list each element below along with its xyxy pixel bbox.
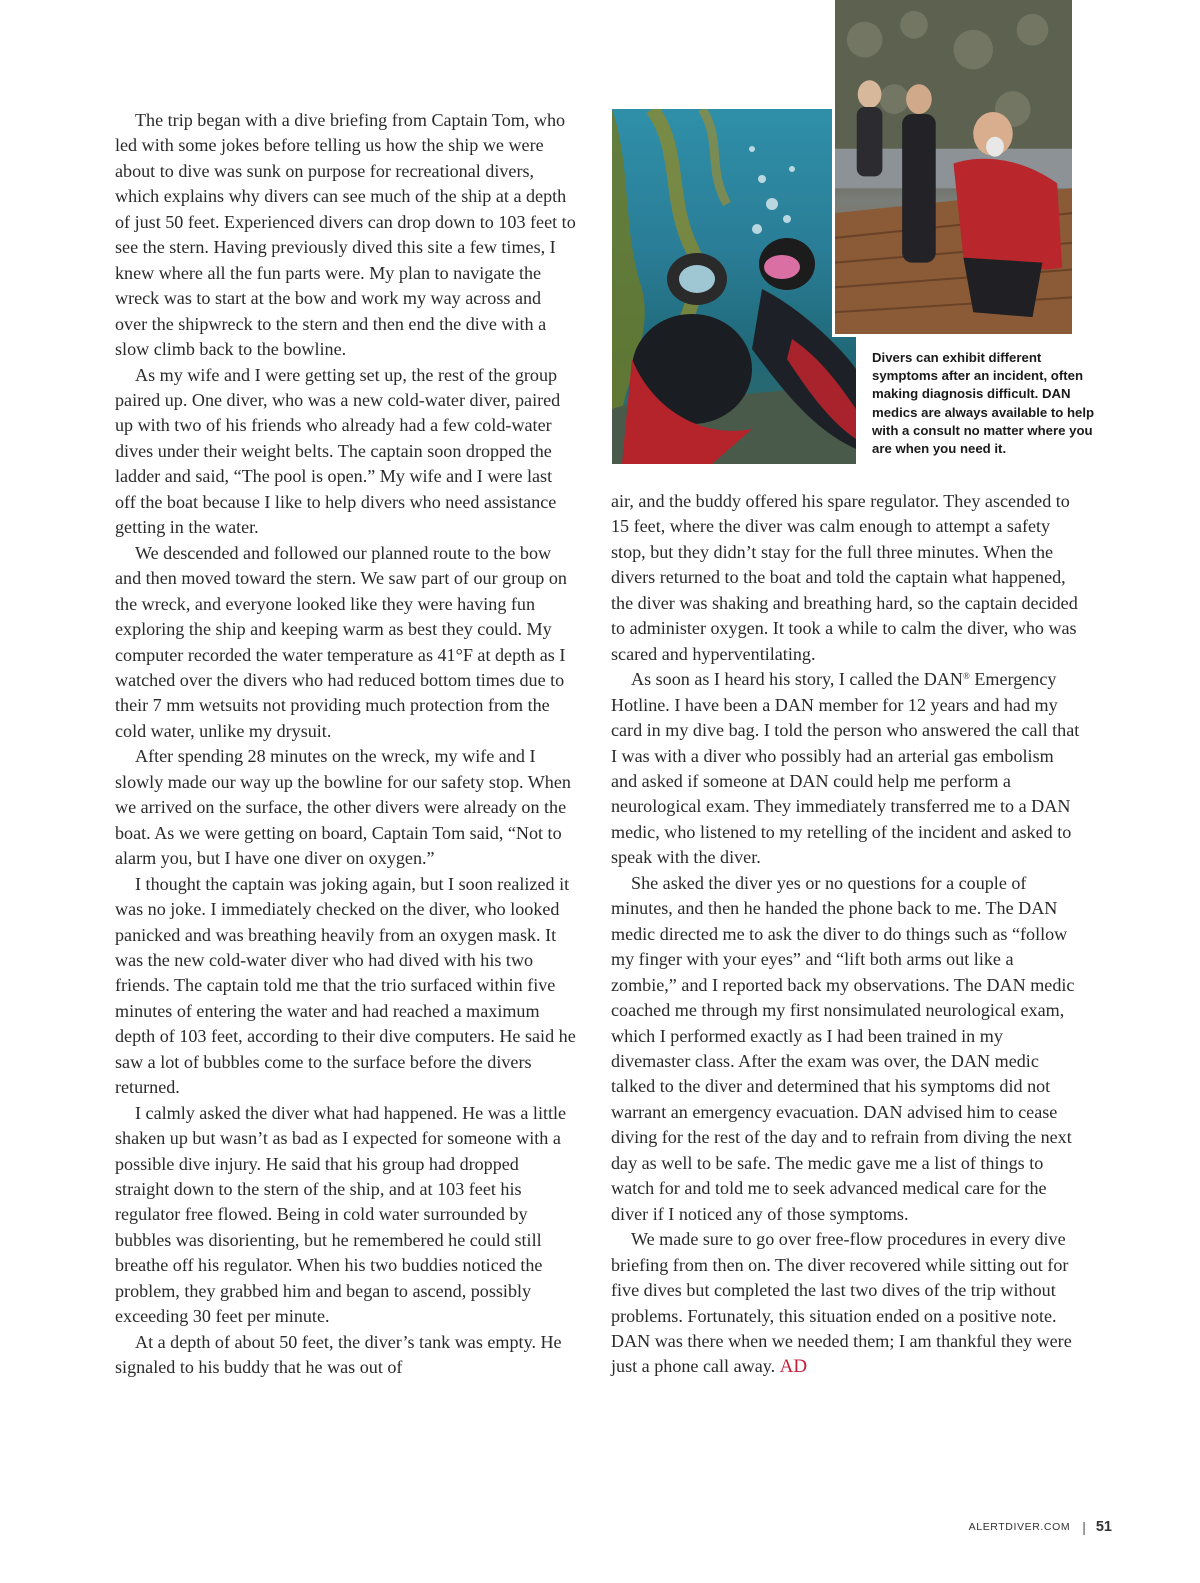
boat-scene-illustration <box>835 0 1072 334</box>
end-mark: AD <box>779 1356 808 1378</box>
page-footer <box>969 1519 1112 1535</box>
paragraph: I calmly asked the diver what had happened. He was a little shaken up but wasn’t as bad as I expected for someone with a possible dive injury. He said that his group had dropped straight down to the stern of the ship, and at 103 feet his regulator free flowed. Being in cold water surrounded by bubbles was disorienting, but he remembered he could still breathe off his regulator. When his two buddies noticed the problem, they grabbed him and began to ascend, possibly exceeding 30 feet per minute. <box>115 1102 567 1327</box>
registered-mark: ® <box>962 671 970 682</box>
paragraph: The trip began with a dive briefing from Captain Tom, who led with some jokes before telling us how the ship we were about to dive was sunk on purpose for recreational divers, which explains why divers can see much of the ship at a depth of just 50 feet. Experienced divers can drop down to 103 feet to see the stern. Having previously dived this site a few times, I knew where all the fun parts were. My plan to navigate the wreck was to start at the bow and work my way across and over the shipwreck to the stern and then end the dive with a slow climb back to the bowline. <box>115 110 576 360</box>
paragraph: I thought the captain was joking again, but I soon realized it was no joke. I immediately checked on the diver, who looked panicked and was breathing heavily from an oxygen mask. It was the new cold-water diver who had dived with his two friends. The captain told me that the trio surfaced within five minutes of entering the water and had reached a maximum depth of 103 feet, according to their dive computers. He said he saw a lot of bubbles come to the surface before the divers returned. <box>115 873 576 1098</box>
paragraph: air, and the buddy offered his spare regulator. They ascended to 15 feet, where the diver was calm enough to attempt a safety stop, but they didn’t stay for the full three minutes. When the divers returned to the boat and told the captain what happened, the diver was shaking and breathing hard, so the captain decided to administer oxygen. It took a while to calm the diver, who was scared and hyperventilating. <box>611 491 1078 664</box>
paragraph <box>611 1227 1081 1380</box>
underwater-scene-illustration <box>612 109 856 464</box>
photo-caption: Divers can exhibit different symptoms after an incident, often making diagnosis difficult. DAN medics are always available to help with a consult no matter where you are when you need it. <box>872 350 1095 457</box>
paragraph: As my wife and I were getting set up, the rest of the group paired up. One diver, who was a new cold-water diver, paired up with two of his friends who already had a few cold-water dives under their weight belts. The captain soon dropped the ladder and said, “The pool is open.” My wife and I were last off the boat because I like to help divers who need assistance getting in the water. <box>115 364 561 538</box>
article-column-right <box>611 489 1081 1380</box>
paragraph: After spending 28 minutes on the wreck, my wife and I slowly made our way up the bowline for our safety stop. When we arrived on the surface, the other divers were already on the boat. As we were getting on board, Captain Tom said, “Not to alarm you, but I have one diver on oxygen.” <box>115 746 571 869</box>
paragraph-text: Emergency Hotline. I have been a DAN member for 12 years and had my card in my dive bag. I told the person who answered the call that I was with a diver who possibly had an arterial gas embolism and asked if someone at DAN could help me perform a neurological exam. They immediately transferred me to a DAN medic, who listened to my retelling of the incident and asked to speak with the diver. <box>611 669 1080 868</box>
photo-underwater-divers <box>612 109 856 464</box>
paragraph <box>611 667 1081 871</box>
footer-site-name: ALERTDIVER.COM <box>968 1521 1071 1533</box>
page-number: 51 <box>1095 1519 1112 1535</box>
paragraph: She asked the diver yes or no questions for a couple of minutes, and then he handed the phone back to me. The DAN medic directed me to ask the diver to do things such as “follow my finger with your eyes” and “lift both arms out like a zombie,” and I reported back my observations. The DAN medic coached me through my first nonsimulated neurological exam, which I performed exactly as I had been trained in my divemaster class. After the exam was over, the DAN medic talked to the diver and determined that his symptoms did not warrant an emergency evacuation. DAN advised him to cease diving for the rest of the day and to refrain from diving the next day as well to be safe. The medic gave me a list of things to watch for and told me to seek advanced medical care for the diver if I noticed any of those symptoms. <box>611 872 1075 1224</box>
paragraph-text: As soon as I heard his story, I called the DAN <box>631 669 963 690</box>
photo-divers-on-boat <box>832 0 1072 337</box>
article-column-left <box>115 108 577 1381</box>
paragraph-text: We made sure to go over free-flow procedures in every dive briefing from then on. The diver recovered while sitting out for five dives but completed the last two dives of the trip without problems. Fortunately, this situation ended on a positive note. DAN was there when we needed them; I am thankful they were just a phone call away. <box>611 1229 1072 1377</box>
footer-separator: | <box>1082 1519 1086 1535</box>
paragraph: At a depth of about 50 feet, the diver’s tank was empty. He signaled to his buddy that he was out of <box>115 1331 562 1378</box>
paragraph: We descended and followed our planned route to the bow and then moved toward the stern. We saw part of our group on the wreck, and everyone looked like they were having fun exploring the ship and keeping warm as best they could. My computer recorded the water temperature as 41°F at depth as I watched over the divers who had reduced bottom times due to their 7 mm wetsuits not providing much protection from the cold water, unlike my drysuit. <box>115 542 567 741</box>
